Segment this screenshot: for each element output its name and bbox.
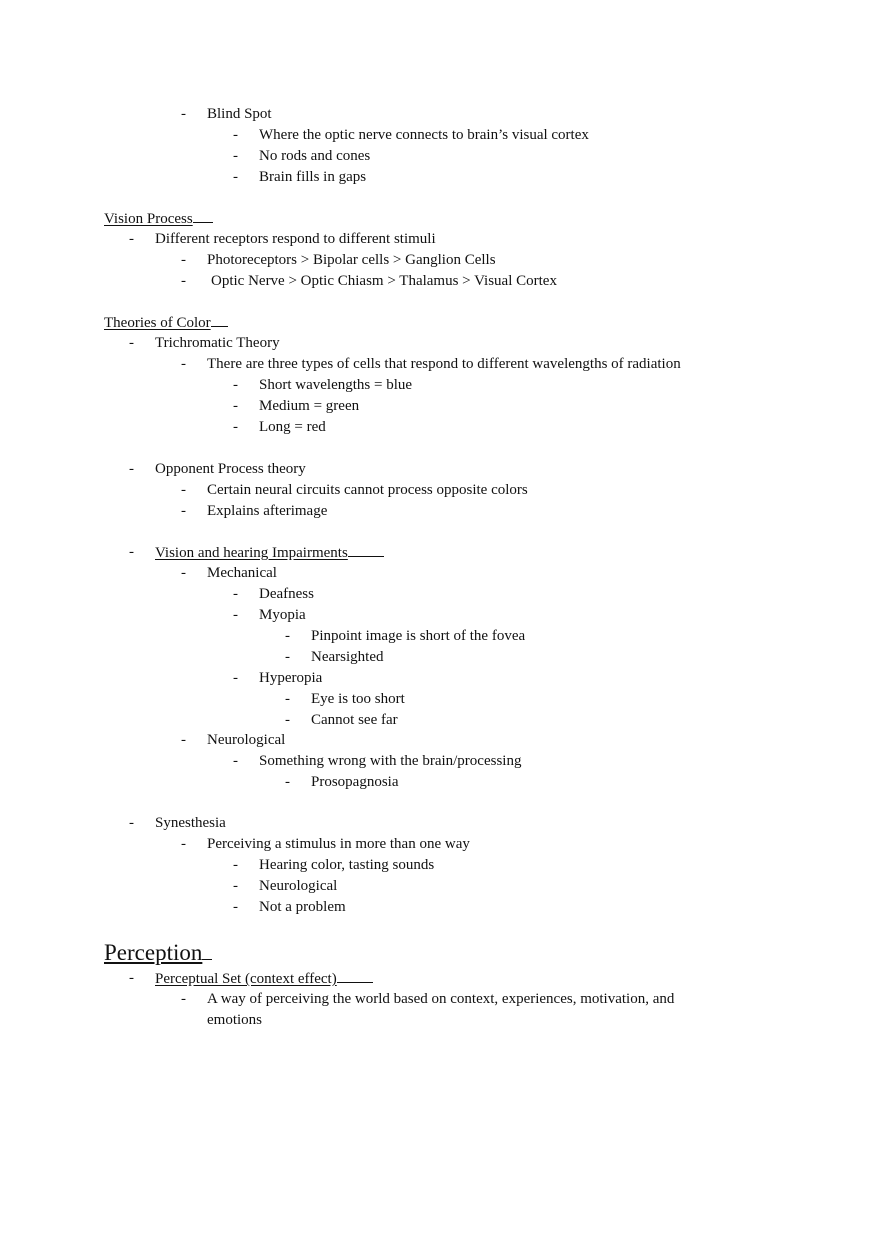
list-item: Mechanical [207, 565, 277, 581]
bullet: - [181, 252, 186, 268]
bullet: - [233, 670, 238, 686]
bullet: - [233, 398, 238, 414]
section-heading-vision-process [104, 208, 213, 229]
underline-extension [348, 542, 384, 557]
list-item: Brain fills in gaps [259, 169, 367, 185]
bullet: - [181, 273, 186, 289]
bullet: - [181, 356, 186, 372]
underline-extension [211, 312, 228, 327]
bullet: - [233, 857, 238, 873]
list-item: A way of perceiving the world based on context, experiences, motivation, and [207, 991, 675, 1007]
heading-text: Perception [104, 940, 203, 965]
bullet: - [129, 544, 134, 560]
bullet: - [181, 106, 186, 122]
list-item: Short wavelengths = blue [259, 377, 413, 393]
bullet: - [233, 127, 238, 143]
heading-text: Vision Process [104, 211, 193, 227]
underline-extension [202, 939, 212, 960]
bullet: - [233, 377, 238, 393]
list-item: Certain neural circuits cannot process opposite colors [207, 482, 528, 498]
list-item-continuation: emotions [207, 1012, 262, 1028]
bullet: - [285, 691, 290, 707]
list-item: Not a problem [259, 899, 346, 915]
list-item: Synesthesia [155, 815, 226, 831]
bullet: - [233, 586, 238, 602]
list-item: Neurological [207, 732, 286, 748]
list-item: Optic Nerve > Optic Chiasm > Thalamus > Visual Cortex [211, 273, 557, 289]
list-item: Deafness [259, 586, 314, 602]
blind-spot-title: Blind Spot [207, 106, 272, 122]
list-item: Neurological [259, 878, 338, 894]
list-item: Different receptors respond to different stimuli [155, 231, 436, 247]
perceptual-set-title [155, 968, 373, 989]
bullet: - [181, 836, 186, 852]
list-item: Where the optic nerve connects to brain’s visual cortex [259, 127, 589, 143]
bullet: - [181, 503, 186, 519]
bullet: - [233, 753, 238, 769]
section-heading-perception [104, 939, 212, 967]
bullet: - [285, 774, 290, 790]
bullet: - [233, 148, 238, 164]
bullet: - [285, 649, 290, 665]
bullet: - [233, 878, 238, 894]
list-item: Cannot see far [311, 712, 398, 728]
heading-text: Perceptual Set (context effect) [155, 971, 337, 987]
list-item: Hyperopia [259, 670, 323, 686]
bullet: - [285, 628, 290, 644]
heading-text: Vision and hearing Impairments [155, 545, 348, 561]
bullet: - [181, 732, 186, 748]
bullet: - [181, 565, 186, 581]
list-item: Explains afterimage [207, 503, 328, 519]
underline-extension [193, 208, 213, 223]
bullet: - [181, 482, 186, 498]
bullet: - [129, 815, 134, 831]
list-item: Prosopagnosia [311, 774, 399, 790]
list-item: Opponent Process theory [155, 461, 306, 477]
list-item: Trichromatic Theory [155, 335, 280, 351]
bullet: - [129, 461, 134, 477]
list-item: Nearsighted [311, 649, 384, 665]
bullet: - [233, 419, 238, 435]
list-item: Photoreceptors > Bipolar cells > Ganglion Cells [207, 252, 496, 268]
list-item: There are three types of cells that respond to different wavelengths of radiation [207, 356, 681, 372]
bullet: - [181, 991, 186, 1007]
list-item: Long = red [259, 419, 326, 435]
bullet: - [129, 231, 134, 247]
list-item: Eye is too short [311, 691, 405, 707]
bullet: - [129, 970, 134, 986]
impairments-title [155, 542, 384, 563]
list-item: Myopia [259, 607, 306, 623]
bullet: - [129, 335, 134, 351]
bullet: - [233, 169, 238, 185]
list-item: Hearing color, tasting sounds [259, 857, 435, 873]
bullet: - [233, 607, 238, 623]
list-item: Medium = green [259, 398, 360, 414]
list-item: No rods and cones [259, 148, 371, 164]
underline-extension [337, 968, 373, 983]
heading-text: Theories of Color [104, 315, 211, 331]
list-item: Perceiving a stimulus in more than one way [207, 836, 470, 852]
bullet: - [285, 712, 290, 728]
list-item: Something wrong with the brain/processing [259, 753, 522, 769]
section-heading-theories-of-color [104, 312, 228, 333]
bullet: - [233, 899, 238, 915]
list-item: Pinpoint image is short of the fovea [311, 628, 526, 644]
